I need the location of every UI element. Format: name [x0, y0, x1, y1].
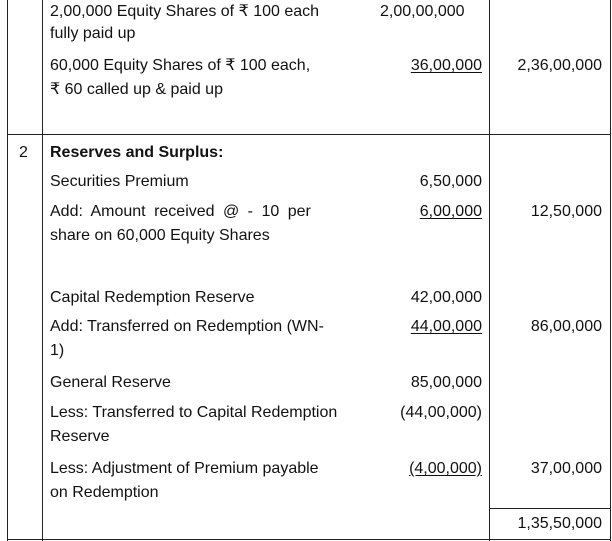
less-transfer-line2: Reserve — [50, 428, 110, 445]
less-adjustment-line2: on Redemption — [50, 484, 159, 501]
row-divider-note2 — [7, 134, 611, 135]
crr-add-amount: 44,00,000 — [410, 318, 482, 335]
crr-add-line2: 1) — [50, 342, 65, 359]
add-amount-value: 6,00,000 — [419, 203, 482, 220]
securities-premium-total: 12,50,000 — [530, 203, 602, 220]
equity-new-amount: 36,00,000 — [410, 57, 482, 74]
less-adjustment-line1: Less: Adjustment of Premium payable — [50, 460, 319, 477]
general-reserve-amount: 85,00,000 — [410, 374, 482, 391]
table-left-border — [7, 0, 8, 541]
less-transfer-line1: Less: Transferred to Capital Redemption — [50, 404, 338, 421]
less-adjustment-amount: (4,00,000) — [409, 460, 482, 477]
securities-premium-label: Securities Premium — [50, 173, 189, 190]
crr-add-line1: Add: Transferred on Redemption (WN- — [50, 318, 324, 335]
equity-authorised-line1: 2,00,000 Equity Shares of ₹ 100 each — [50, 3, 320, 20]
crr-total: 86,00,000 — [530, 318, 602, 335]
grand-total: 1,35,50,000 — [517, 515, 602, 532]
less-transfer-amount: (44,00,000) — [400, 404, 482, 421]
table-right-border — [610, 0, 611, 541]
grand-total-top-border — [489, 508, 611, 509]
share-capital-total: 2,36,00,000 — [517, 57, 602, 74]
equity-new-line2: ₹ 60 called up & paid up — [50, 81, 223, 98]
note-number: 2 — [19, 144, 28, 161]
column-divider-total — [489, 0, 490, 541]
crr-label: Capital Redemption Reserve — [50, 289, 255, 306]
table-bottom-border — [7, 539, 611, 540]
general-reserve-label: General Reserve — [50, 374, 171, 391]
add-amount-line1: Add: Amount received @ - 10 per — [50, 203, 311, 220]
general-reserve-total: 37,00,000 — [530, 460, 602, 477]
column-divider-note — [42, 0, 43, 541]
reserves-heading: Reserves and Surplus: — [50, 144, 224, 161]
equity-new-line1: 60,000 Equity Shares of ₹ 100 each, — [50, 57, 311, 74]
securities-premium-amount: 6,50,000 — [419, 173, 482, 190]
equity-authorised-amount: 2,00,00,000 — [380, 3, 465, 20]
add-amount-line2: share on 60,000 Equity Shares — [50, 227, 270, 244]
equity-authorised-line2: fully paid up — [50, 25, 136, 42]
crr-amount: 42,00,000 — [410, 289, 482, 306]
